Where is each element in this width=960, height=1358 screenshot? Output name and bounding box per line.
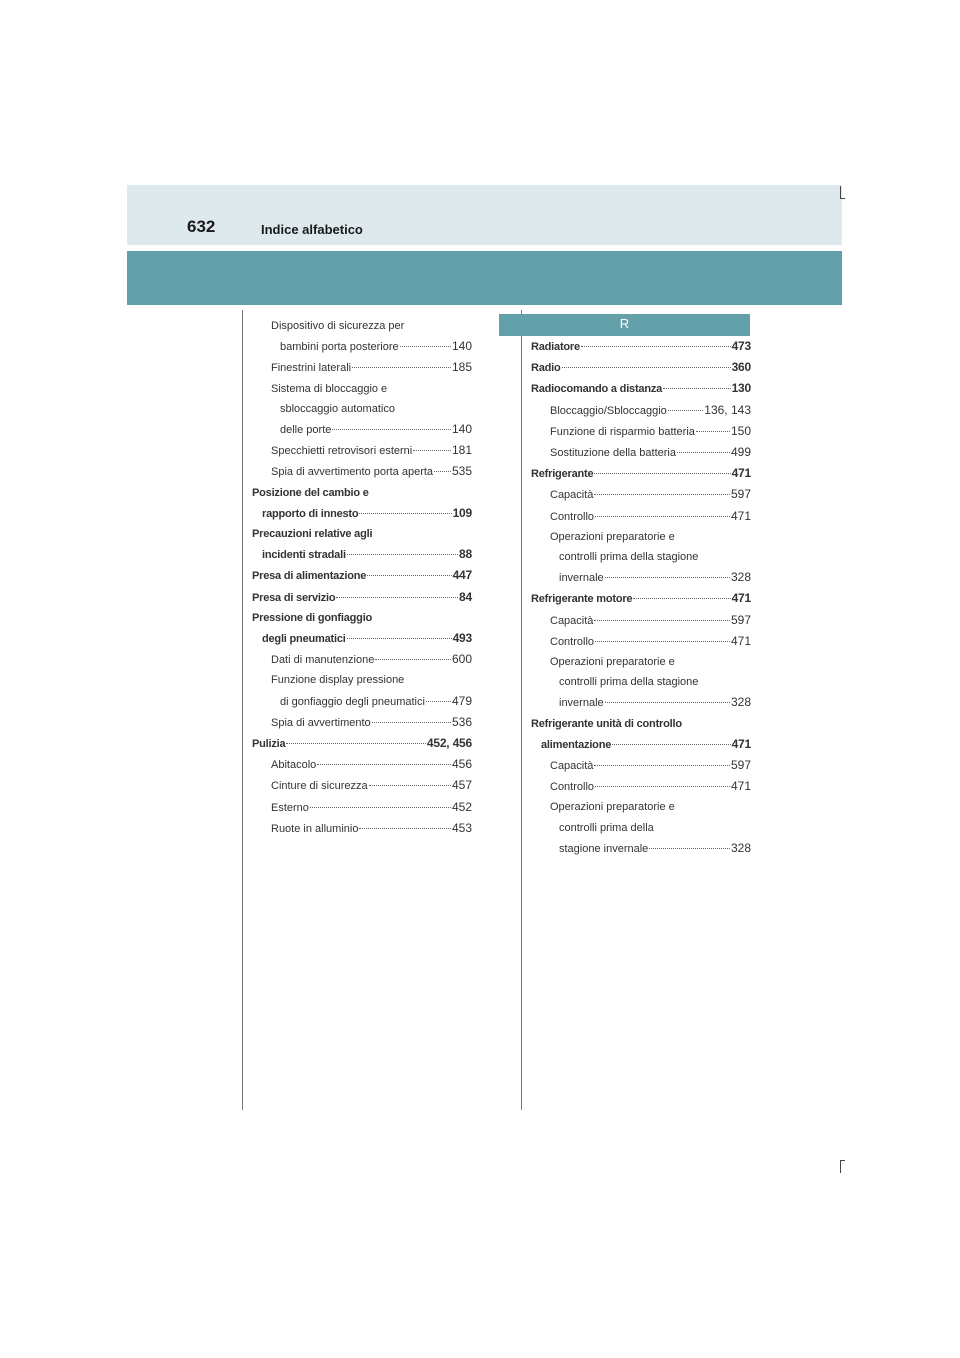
page-reference: 181 [451,443,472,458]
index-entry-sub [252,357,472,378]
index-entry-sub: Operazioni preparatorie e [550,530,675,543]
index-entry-sub [531,776,751,797]
index-entry-sub [531,442,751,463]
dot-leader [434,471,451,472]
page-reference: 457 [451,778,472,793]
dot-leader [347,638,452,639]
index-entry-main [252,628,472,649]
dot-leader [633,598,730,599]
page-reference: 535 [451,464,472,479]
dot-leader [310,807,451,808]
page-reference: 328 [730,840,751,855]
index-entry-sub [252,775,472,796]
page-reference: 479 [451,693,472,708]
page-reference: 536 [451,714,472,729]
page-reference: 471 [731,736,751,751]
dot-leader [359,828,451,829]
page-reference: 453 [451,820,472,835]
entry-term: degli pneumatici [262,633,346,646]
dot-leader [317,764,451,765]
dot-leader [595,516,730,517]
index-entry-sub [252,691,472,712]
index-entry-sub: Funzione display pressione [271,674,405,687]
page-reference: 150 [730,423,751,438]
entry-term: Radiocomando a distanza [531,383,663,396]
page-title: Indice alfabetico [261,222,363,237]
dot-leader [594,765,730,766]
page-reference: 130 [731,381,751,396]
entry-term: bambini porta posteriore [280,341,399,354]
index-entry-sub [531,610,751,631]
entry-term: Ruote in alluminio [271,822,359,835]
index-entry-sub [531,400,751,421]
page-reference: 360 [731,360,751,375]
index-column-left [252,316,472,839]
entry-term: Refrigerante [531,468,594,481]
dot-leader [400,346,451,347]
header-band [127,251,842,305]
index-entry-sub: Operazioni preparatorie e [550,656,675,669]
index-entry-sub [531,631,751,652]
dot-leader [612,744,730,745]
dot-leader [677,452,730,453]
page-reference: 84 [459,589,472,604]
dot-leader [594,494,730,495]
page-header [127,185,842,245]
entry-term: Abitacolo [271,759,317,772]
dot-leader [605,702,730,703]
entry-term: Esterno [271,801,309,814]
index-entry-main: Posizione del cambio e [252,486,369,499]
index-entry-main [252,565,472,586]
dot-leader [336,597,458,598]
dot-leader [605,577,730,578]
page-number: 632 [187,217,216,236]
page-reference: 597 [730,487,751,502]
entry-term: Refrigerante motore [531,593,633,606]
index-entry-sub [531,755,751,776]
dot-leader [367,575,451,576]
dot-leader [413,450,451,451]
index-entry-sub: Dispositivo di sicurezza per [271,320,405,332]
page-reference: 471 [731,466,751,481]
dot-leader [663,388,730,389]
page-reference: 597 [730,612,751,627]
page-reference: 109 [452,505,472,520]
entry-term: alimentazione [541,738,612,751]
index-entry-sub [252,818,472,839]
entry-term: Controllo [550,635,595,648]
dot-leader [696,431,730,432]
index-entry-main [252,733,472,754]
entry-term: rapporto di innesto [262,507,359,520]
entry-term: Presa di servizio [252,591,336,604]
page-reference: 456 [451,757,472,772]
index-entry-sub [531,838,751,859]
page-reference: 328 [730,570,751,585]
dot-leader [369,785,451,786]
index-entry-main [531,357,751,378]
page-reference: 471 [730,508,751,523]
dot-leader [426,701,451,702]
index-column-right [531,336,751,859]
entry-term: Spia di avvertimento [271,716,371,729]
page-reference: 471 [730,633,751,648]
index-entry-sub [531,506,751,527]
dot-leader [372,722,451,723]
index-entry-main: Refrigerante unità di controllo [531,717,682,730]
entry-term: Bloccaggio/Sbloccaggio [550,404,667,417]
column-divider-middle [521,310,522,1110]
index-entry-sub [531,567,751,588]
dot-leader [594,620,730,621]
page-reference: 471 [730,779,751,794]
section-letter-header: R [499,314,750,336]
dot-leader [286,743,425,744]
index-entry-sub [531,692,751,713]
dot-leader [668,410,703,411]
entry-term: Cinture di sicurezza [271,780,368,793]
index-entry-main [252,503,472,524]
dot-leader [595,641,730,642]
index-entry-sub [252,797,472,818]
entry-term: di gonfiaggio degli pneumatici [280,695,425,708]
index-entry-sub: controlli prima della stagione [559,551,699,564]
page-reference: 447 [452,568,472,583]
dot-leader [595,786,730,787]
dot-leader [594,473,730,474]
index-entry-sub [531,421,751,442]
page-reference: 493 [452,631,472,646]
dot-leader [649,848,730,849]
index-entry-sub [252,336,472,357]
index-entry-main: Pressione di gonfiaggio [252,611,373,624]
dot-leader [347,554,458,555]
index-entry-main [531,463,751,484]
entry-term: Presa di alimentazione [252,570,367,583]
index-entry-sub: controlli prima della [559,821,654,834]
index-entry-main [531,336,751,357]
entry-term: stagione invernale [559,842,649,855]
entry-term: Radio [531,362,561,375]
entry-term: Sostituzione della batteria [550,447,676,460]
page-reference: 499 [730,445,751,460]
dot-leader [352,367,451,368]
dot-leader [359,513,451,514]
dot-leader [562,367,731,368]
index-entry-sub [252,419,472,440]
index-entry-sub [252,649,472,670]
index-entry-sub [252,440,472,461]
entry-term: Finestrini laterali [271,362,352,375]
index-entry-sub [252,712,472,733]
entry-term: invernale [559,572,604,585]
entry-term: Radiatore [531,341,580,353]
entry-term: invernale [559,697,604,710]
entry-term: Controllo [550,510,595,523]
page-reference: 597 [730,758,751,773]
page-reference: 88 [459,547,472,562]
column-divider-left [242,310,243,1110]
index-entry-main: Precauzioni relative agli [252,528,373,541]
entry-term: Funzione di risparmio batteria [550,425,695,438]
page-reference: 136, 143 [704,402,751,417]
entry-term: Capacità [550,489,594,502]
index-entry-main [252,587,472,608]
index-entry-sub: Sistema di bloccaggio e [271,382,388,395]
page-reference: 328 [730,695,751,710]
entry-term: Dati di manutenzione [271,654,375,667]
index-entry-sub: Operazioni preparatorie e [550,801,675,814]
page-reference: 471 [731,591,751,606]
page-reference: 185 [451,360,472,375]
index-entry-main [531,588,751,609]
entry-term: Pulizia [252,738,286,751]
index-entry-sub [252,461,472,482]
page-reference: 600 [451,652,472,667]
dot-leader [332,429,451,430]
page-reference: 452, 456 [426,736,472,751]
entry-term: Capacità [550,760,594,773]
dot-leader [375,659,451,660]
page-reference: 140 [451,422,472,437]
entry-term: delle porte [280,424,332,437]
crop-mark-bottom [840,1160,845,1173]
entry-term: Controllo [550,781,595,794]
index-entry-main [531,378,751,399]
index-entry-main [252,544,472,565]
index-entry-sub: sbloccaggio automatico [280,402,395,415]
entry-term: Specchietti retrovisori esterni [271,445,413,458]
entry-term: Capacità [550,614,594,627]
page-reference: 473 [731,339,751,353]
index-entry-sub [531,484,751,505]
page-reference: 140 [451,339,472,354]
index-entry-main [531,734,751,755]
entry-term: Spia di avvertimento porta aperta [271,466,434,479]
index-entry-sub [252,754,472,775]
index-entry-sub: controlli prima della stagione [559,676,699,689]
page-reference: 452 [451,799,472,814]
entry-term: incidenti stradali [262,549,346,562]
crop-mark-top [840,186,845,199]
dot-leader [581,346,731,347]
